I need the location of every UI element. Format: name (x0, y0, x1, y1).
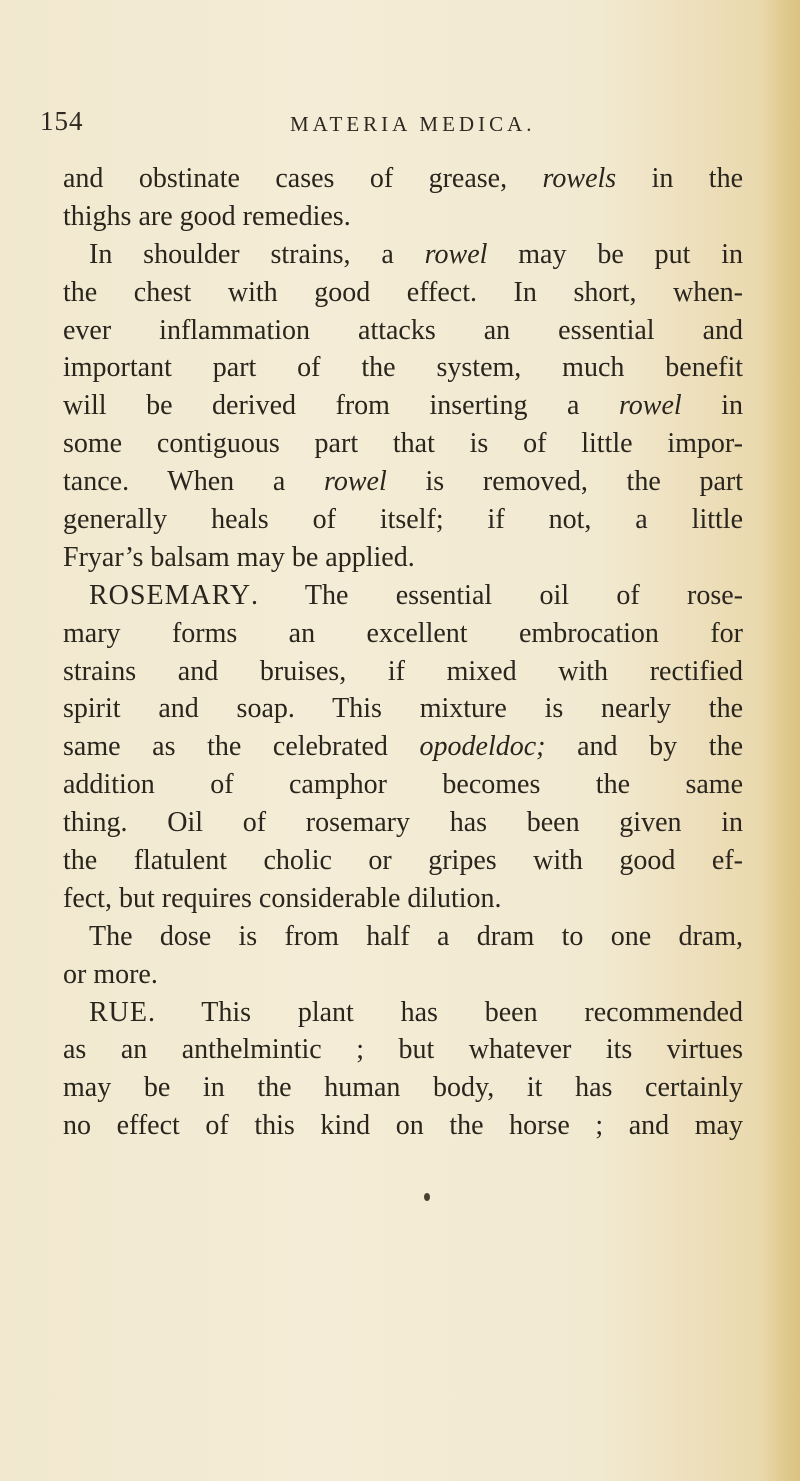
text-line: ROSEMARY. The essential oil of rose- (89, 579, 743, 611)
text-line: some contiguous part that is of little impor- (63, 428, 743, 460)
text-line: Fryar’s balsam may be applied. (63, 541, 415, 573)
text-line: important part of the system, much benefit (63, 352, 743, 384)
text-line: the flatulent cholic or gripes with good ef- (63, 845, 743, 877)
text-line: thing. Oil of rosemary has been given in (63, 807, 743, 839)
text-line: generally heals of itself; if not, a little (63, 504, 743, 536)
text-line: the chest with good effect. In short, when- (63, 276, 743, 308)
text-line: as an anthelmintic ; but whatever its virtues (63, 1034, 743, 1066)
text-line: strains and bruises, if mixed with rectified (63, 655, 743, 687)
page-edge-shading (760, 0, 800, 1481)
text-line: or more. (63, 958, 158, 990)
text-line: spirit and soap. This mixture is nearly the (63, 693, 743, 725)
text-line: same as the celebrated opodeldoc; and by the (63, 731, 743, 763)
text-line: thighs are good remedies. (63, 200, 351, 232)
text-line: may be in the human body, it has certainly (63, 1072, 743, 1104)
text-line: tance. When a rowel is removed, the part (63, 466, 743, 498)
text-line: The dose is from half a dram to one dram, (89, 920, 743, 952)
running-head: MATERIA MEDICA. (290, 112, 536, 136)
text-line: RUE. This plant has been recommended (89, 996, 743, 1028)
text-line: will be derived from inserting a rowel in (63, 390, 743, 422)
page-header (40, 106, 740, 146)
text-line: mary forms an excellent embrocation for (63, 617, 743, 649)
text-line: fect, but requires considerable dilution. (63, 882, 502, 914)
text-line: ever inflammation attacks an essential and (63, 314, 743, 346)
text-line: In shoulder strains, a rowel may be put in (89, 238, 743, 270)
page-number: 154 (40, 106, 84, 136)
ink-speck (424, 1193, 430, 1201)
text-line: no effect of this kind on the horse ; and may (63, 1110, 743, 1142)
text-line: addition of camphor becomes the same (63, 769, 743, 801)
text-line: and obstinate cases of grease, rowels in the (63, 163, 743, 194)
body-text (63, 160, 743, 1145)
